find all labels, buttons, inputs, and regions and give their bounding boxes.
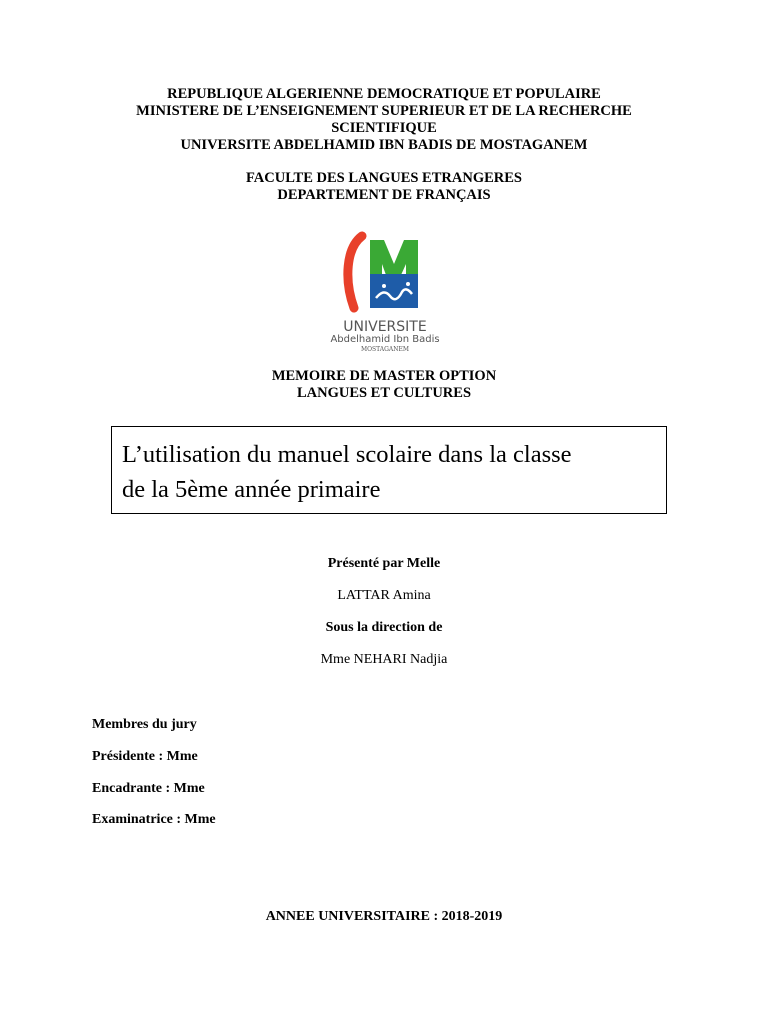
header-line-scientific: SCIENTIFIQUE — [331, 120, 437, 136]
memoire-type: MEMOIRE DE MASTER OPTION — [271, 368, 497, 384]
header-line-republic: REPUBLIQUE ALGERIENNE DEMOCRATIQUE ET POPULAIRE — [167, 86, 601, 102]
logo-name: Abdelhamid Ibn Badis — [330, 334, 440, 345]
supervisor-name: Mme NEHARI Nadjia — [320, 652, 448, 667]
presented-by-label: Présenté par Melle — [327, 556, 441, 571]
university-logo — [310, 230, 460, 358]
logo-city: MOSTAGANEM — [360, 346, 410, 353]
department-name: DEPARTEMENT DE FRANÇAIS — [277, 187, 491, 203]
academic-year: ANNEE UNIVERSITAIRE : 2018-2019 — [265, 909, 503, 924]
thesis-title-box — [111, 426, 667, 514]
jury-supervisor: Encadrante : Mme — [92, 781, 205, 796]
jury-heading: Membres du jury — [92, 717, 197, 732]
header-line-university: UNIVERSITE ABDELHAMID IBN BADIS DE MOSTAGANEM — [180, 137, 588, 153]
memoire-header — [0, 368, 768, 402]
student-name: LATTAR Amina — [337, 588, 431, 603]
faculty-name: FACULTE DES LANGUES ETRANGERES — [246, 170, 522, 186]
direction-label: Sous la direction de — [325, 620, 443, 635]
jury-examiner: Examinatrice : Mme — [92, 812, 216, 827]
institution-header — [0, 86, 768, 154]
memoire-option: LANGUES ET CULTURES — [296, 385, 472, 401]
header-line-ministry: MINISTERE DE L’ENSEIGNEMENT SUPERIEUR ET DE LA RECHERCHE — [136, 103, 632, 119]
thesis-title-line2: de la 5ème année primaire — [122, 476, 381, 503]
university-logo-icon — [310, 230, 460, 358]
faculty-header — [0, 170, 768, 204]
logo-word: UNIVERSITE — [343, 319, 427, 335]
jury-president: Présidente : Mme — [92, 749, 198, 764]
thesis-title-line1: L’utilisation du manuel scolaire dans la classe — [122, 441, 572, 468]
